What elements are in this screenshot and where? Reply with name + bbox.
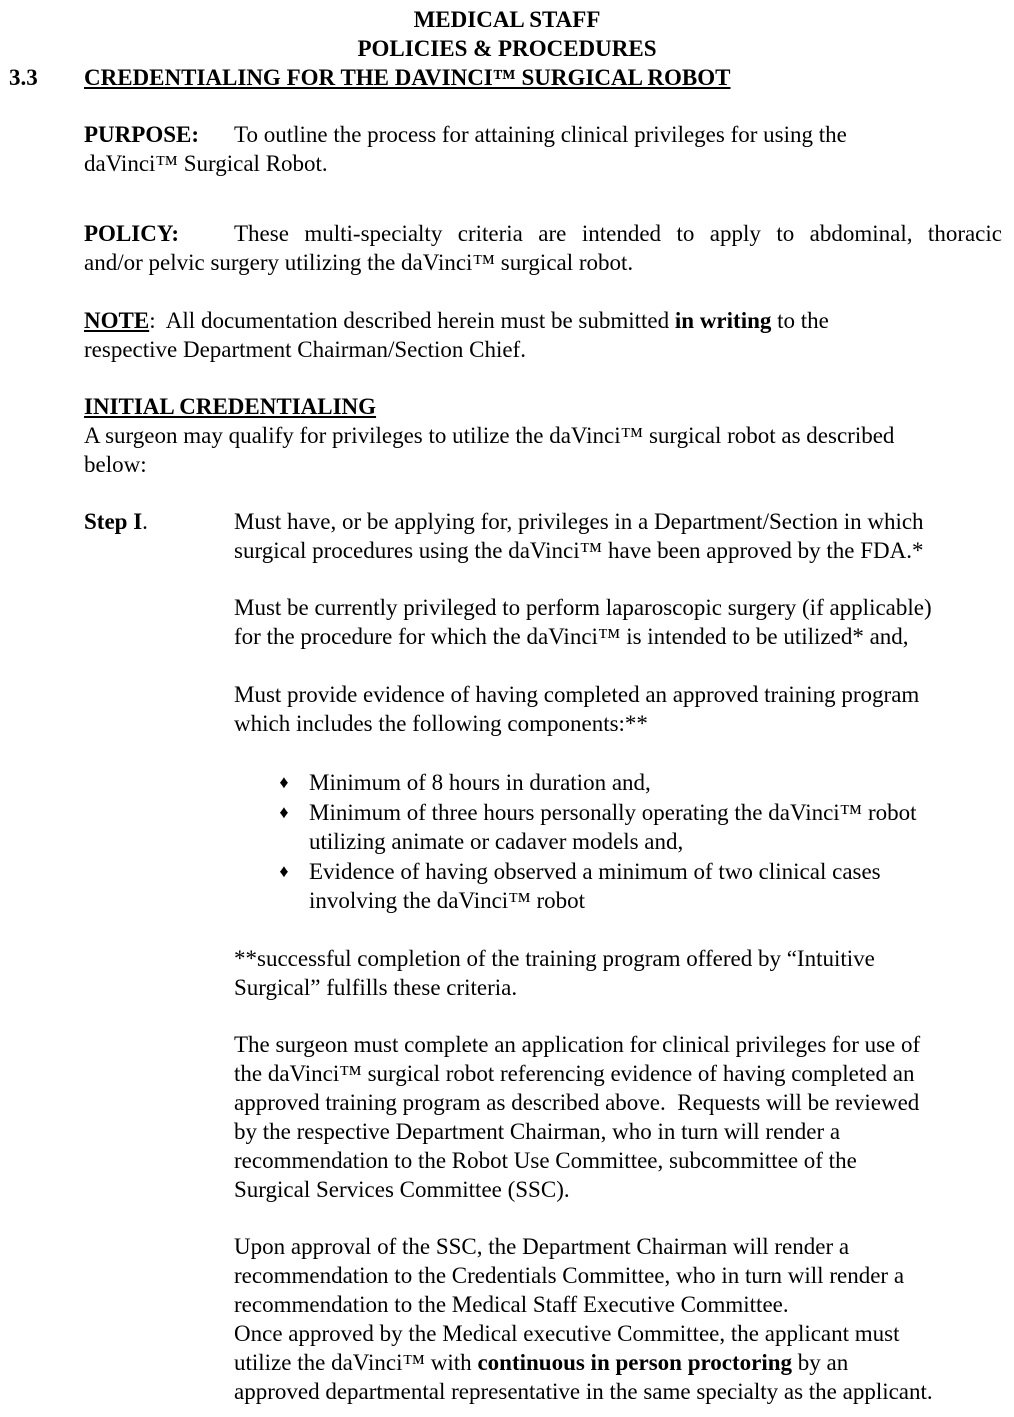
purpose-text-line-1: To outline the process for attaining clinical privileges for using the bbox=[234, 122, 847, 147]
step-p3-line-1: Must provide evidence of having completed an approved training program bbox=[234, 682, 920, 707]
step-p4-line-2: Surgical” fulfills these criteria. bbox=[234, 975, 518, 1000]
step-p6-line-2: recommendation to the Credentials Committee, who in turn will render a bbox=[234, 1263, 905, 1288]
bullet-3-line-2: involving the daVinci™ robot bbox=[309, 888, 586, 913]
step-p1-line-2: surgical procedures using the daVinci™ have been approved by the FDA.* bbox=[234, 538, 924, 563]
step-p6-line-4: Once approved by the Medical executive Committee, the applicant must bbox=[234, 1321, 900, 1346]
bullet-3-line-1: Evidence of having observed a minimum of two clinical cases bbox=[309, 859, 881, 884]
step-p3-line-2: which includes the following components:** bbox=[234, 711, 648, 736]
step-p6-line-1: Upon approval of the SSC, the Department Chairman will render a bbox=[234, 1234, 850, 1259]
note-text-b: to the bbox=[771, 308, 829, 333]
step-p6-line-5 bbox=[234, 1348, 848, 1377]
policy-label: POLICY: bbox=[84, 221, 179, 246]
step-label-text: Step I bbox=[84, 509, 143, 534]
policy-text-line-1: These multi-specialty criteria are intended to apply to abdominal, thoracic bbox=[234, 221, 1002, 246]
initial-line-2: below: bbox=[84, 452, 147, 477]
step-p6-line-5-bold: continuous in person proctoring bbox=[477, 1350, 793, 1375]
purpose-text-line-2: daVinci™ Surgical Robot. bbox=[84, 151, 328, 176]
step-label-dot: . bbox=[142, 509, 148, 534]
step-p6-line-6: approved departmental representative in the same specialty as the applicant. bbox=[234, 1379, 933, 1404]
bullet-2-line-2: utilizing animate or cadaver models and, bbox=[309, 829, 684, 854]
step-p2-line-1: Must be currently privileged to perform laparoscopic surgery (if applicable) bbox=[234, 595, 932, 620]
step-label bbox=[84, 507, 148, 536]
step-p2-line-2: for the procedure for which the daVinci™ is intended to be utilized* and, bbox=[234, 624, 909, 649]
step-p5-line-1: The surgeon must complete an application for clinical privileges for use of bbox=[234, 1032, 921, 1057]
note-text-a: All documentation described herein must be submitted bbox=[155, 308, 675, 333]
note-colon: : bbox=[149, 308, 156, 333]
note-line-1 bbox=[84, 306, 829, 335]
step-p6-line-3: recommendation to the Medical Staff Executive Committee. bbox=[234, 1292, 789, 1317]
bullet-2-line-1: Minimum of three hours personally operating the daVinci™ robot bbox=[309, 800, 917, 825]
policy-text-line-2: and/or pelvic surgery utilizing the daVinci™ surgical robot. bbox=[84, 250, 634, 275]
header-line-2: POLICIES & PROCEDURES bbox=[357, 36, 657, 61]
bullet-1-line-1: Minimum of 8 hours in duration and, bbox=[309, 770, 651, 795]
step-p4-line-1: **successful completion of the training program offered by “Intuitive bbox=[234, 946, 875, 971]
step-p5-line-3: approved training program as described above. Requests will be reviewed bbox=[234, 1090, 920, 1115]
step-p5-line-5: recommendation to the Robot Use Committee, subcommittee of the bbox=[234, 1148, 857, 1173]
step-p1-line-1: Must have, or be applying for, privileges in a Department/Section in which bbox=[234, 509, 924, 534]
diamond-bullet-icon: ♦ bbox=[279, 861, 289, 881]
note-label: NOTE bbox=[84, 308, 150, 333]
initial-heading: INITIAL CREDENTIALING bbox=[84, 394, 377, 419]
step-p6-line-5-b: by an bbox=[792, 1350, 849, 1375]
purpose-label: PURPOSE: bbox=[84, 122, 199, 147]
diamond-bullet-icon: ♦ bbox=[279, 772, 289, 792]
note-bold: in writing bbox=[674, 308, 772, 333]
step-p5-line-6: Surgical Services Committee (SSC). bbox=[234, 1177, 570, 1202]
section-number: 3.3 bbox=[9, 65, 38, 90]
header-line-1: MEDICAL STAFF bbox=[413, 7, 601, 32]
section-title: CREDENTIALING FOR THE DAVINCI™ SURGICAL ROBOT bbox=[84, 65, 731, 90]
diamond-bullet-icon: ♦ bbox=[279, 802, 289, 822]
step-p5-line-4: by the respective Department Chairman, who in turn will render a bbox=[234, 1119, 841, 1144]
note-line-2: respective Department Chairman/Section Chief. bbox=[84, 337, 526, 362]
step-p5-line-2: the daVinci™ surgical robot referencing evidence of having completed an bbox=[234, 1061, 915, 1086]
step-p6-line-5-a: utilize the daVinci™ with bbox=[234, 1350, 478, 1375]
initial-line-1: A surgeon may qualify for privileges to utilize the daVinci™ surgical robot as described bbox=[84, 423, 895, 448]
